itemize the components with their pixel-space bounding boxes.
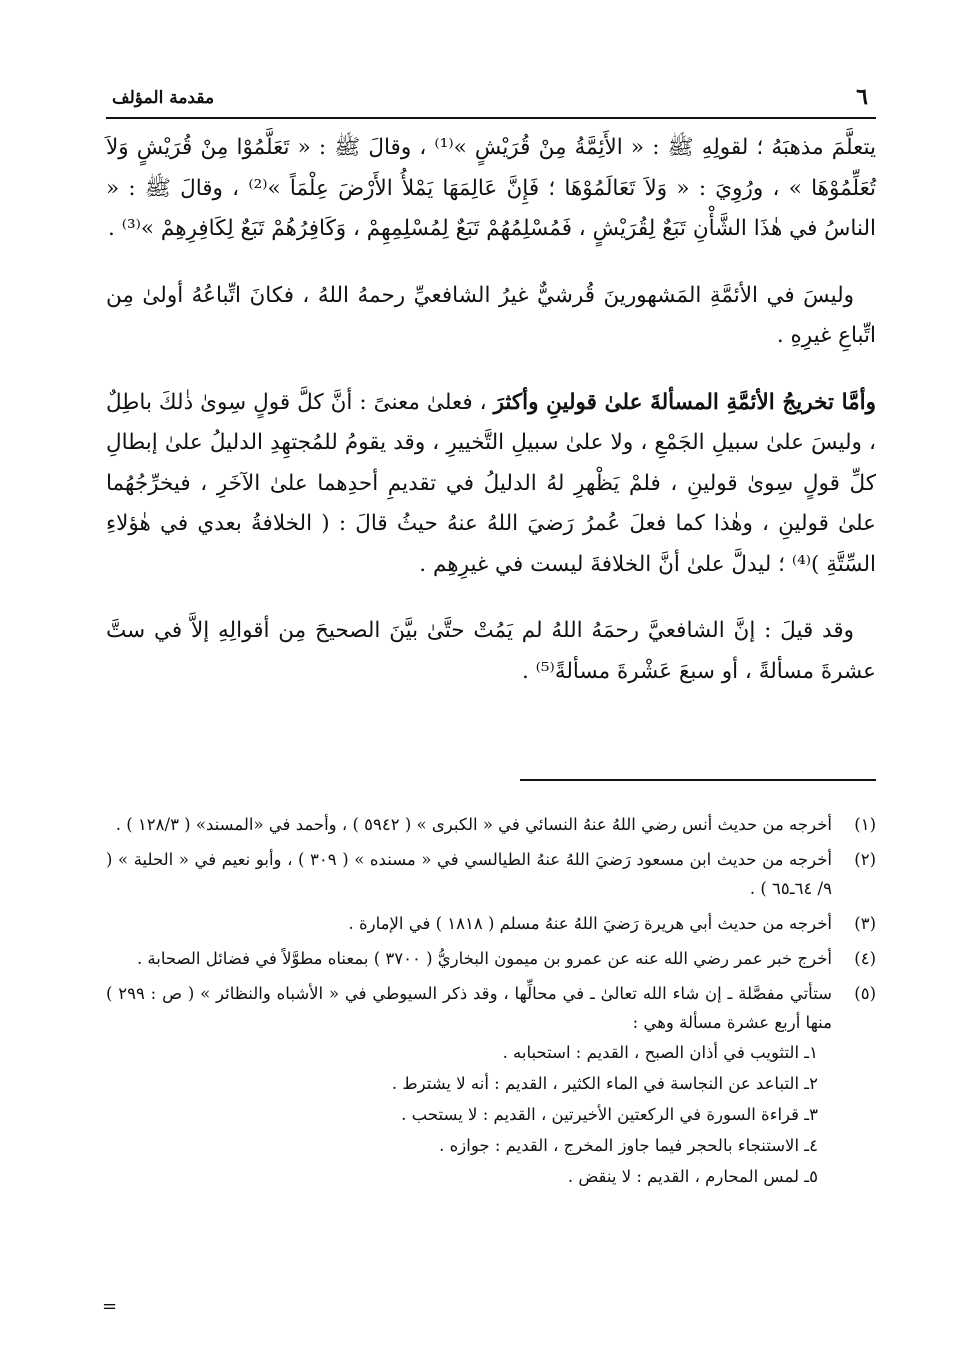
footnote-5-list	[106, 1037, 832, 1192]
page-number: ٦	[856, 84, 868, 110]
list-item: ٣ـ قراءة السورة في الركعتين الأخيرتين ، القديم : لا يستحب .	[401, 1105, 818, 1124]
paragraph-3-text: ، فعلىٰ معنىً : أنَّ كلَّ قولٍ سِوىٰ ذٰلكَ باطِلٌ ، وليسَ علىٰ سبيلِ الجَمْعِ ، ولا علىٰ سبيلِ التَّخييرِ ، وقد يقومُ للمُجتهِدِ الدليلُ علىٰ إبطالِ كلِّ قولٍ سِوىٰ قولينِ ، فلمْ يَظْهرِ لهُ الدليلُ في تقديمِ أحدِهما علىٰ الآخَرِ ، فيخرِّجُهُما علىٰ قولينِ ، وهٰذا كما فعلَ عُمرُ رَضيَ اللهُ عنهُ حيثُ قالَ : ( الخلافةُ بعدي في هٰؤلاءِ السِّتَّةِ )⁽⁴⁾ ؛ ليدلَّ علىٰ أنَّ الخلافةَ ليست في غيرِهِم .	[106, 389, 876, 577]
footnote-3	[106, 909, 876, 938]
footnote-2	[106, 845, 876, 903]
page-header	[106, 84, 876, 114]
paragraph-2-text: وليسَ في الأئمَّةِ المَشهورينَ قُرشيٌّ غيرُ الشافعيِّ رحمهُ اللهُ ، فكانَ اتِّباعُهُ أولىٰ مِن اتِّباعِ غيرِهِ .	[106, 282, 876, 348]
footnote-1	[106, 810, 876, 839]
footnote-text: أخرجه من حديث أنس رضي اللهُ عنهُ النسائي في « الكبرى » ( ٥٩٤٢ ) ، وأحمد في «المسند» ( ١٢٨/٣ ) .	[115, 815, 832, 834]
paragraph-4-text: وقد قيلَ : إنَّ الشافعيَّ رحمَهُ اللهُ لم يَمُتْ حتَّىٰ بيَّنَ الصحيحَ مِن أقوالِهِ إلاَّ في ستَّ عشرةَ مسألةً ، أو سبعَ عَشْرةَ مسألةً⁽⁵⁾ .	[106, 618, 876, 684]
footnote-text: أخرجه من حديث ابن مسعود رَضيَ اللهُ عنهُ الطيالسي في « مسنده » ( ٣٠٩ ) ، وأبو نعيم في « الحلية » ( ٩/ ٦٤ـ٦٥ ) .	[106, 850, 832, 898]
footnote-number: (١)	[854, 815, 876, 834]
paragraph-3-lead: وأمَّا تخريجُ الأئمَّةِ المسألةَ علىٰ قولينِ وأكثرَ	[493, 389, 876, 415]
list-item: ١ـ التثويب في أذان الصبح ، القديم : استحبابه .	[502, 1043, 818, 1062]
continuation-mark: =	[102, 1296, 118, 1317]
main-text	[106, 128, 876, 692]
footnote-4	[106, 944, 876, 973]
list-item: ٢ـ التباعد عن النجاسة في الماء الكثير ، القديم : أنه لا يشترط .	[391, 1074, 818, 1093]
paragraph-3	[106, 383, 876, 586]
footnotes	[106, 810, 876, 1198]
footnote-number: (٣)	[854, 914, 876, 933]
footnote-5	[106, 979, 876, 1192]
paragraph-2	[106, 276, 876, 357]
footnote-text: أخرجه من حديث أبي هريرة رَضيَ اللهُ عنهُ مسلم ( ١٨١٨ ) في الإمارة .	[348, 914, 832, 933]
header-rule	[106, 117, 876, 119]
footnote-number: (٤)	[854, 949, 876, 968]
running-title: مقدمة المؤلف	[112, 88, 215, 108]
footnote-text: أخرج خبر عمر رضي الله عنه عن عمرو بن ميمون البخاريُّ ( ٣٧٠٠ ) بمعناه مطوَّلاً في فضائل الصحابة .	[136, 949, 832, 968]
footnote-text: ستأتي مفصَّلة ـ إن شاء الله تعالىٰ ـ في محالِّها ، وقد ذكر السيوطي في « الأشباه والنظائر » ( ص : ٢٩٩ ) منها أربع عشرة مسألة وهي :	[106, 984, 832, 1032]
footnote-number: (٢)	[854, 850, 876, 869]
list-item: ٤ـ الاستنجاء بالحجر فيما جاوز المخرج ، القديم : جوازه .	[439, 1136, 818, 1155]
footnote-separator	[520, 779, 876, 781]
footnote-number: (٥)	[854, 984, 876, 1003]
paragraph-4	[106, 611, 876, 692]
paragraph-1: يتعلَّمَ مذهبَهُ ؛ لقولِهِ ﷺ : « الأَئِمَّةُ مِنْ قُرَيْشٍ »⁽¹⁾ ، وقالَ ﷺ : « تَعَلَّمُوْا مِنْ قُرَيْشٍ وَلاَ تُعَلِّمُوْهَا » ، ورُوِيَ : « وَلاَ تَعَالَمُوْهَا ؛ فَإِنَّ عَالِمَهَا يَمْلأُ الأَرْضَ عِلْمَاً »⁽²⁾ ، وقالَ ﷺ : « الناسُ في هٰذَا الشَّأْنِ تَبَعٌ لِقُرَيْشٍ ، فَمُسْلِمُهُمْ تَبَعٌ لِمُسْلِمِهِمْ ، وَكَافِرُهُمْ تَبَعٌ لِكَافِرِهِمْ »⁽³⁾ .	[106, 135, 876, 241]
list-item: ٥ـ لمس المحارم ، القديم : لا ينقض .	[567, 1167, 818, 1186]
